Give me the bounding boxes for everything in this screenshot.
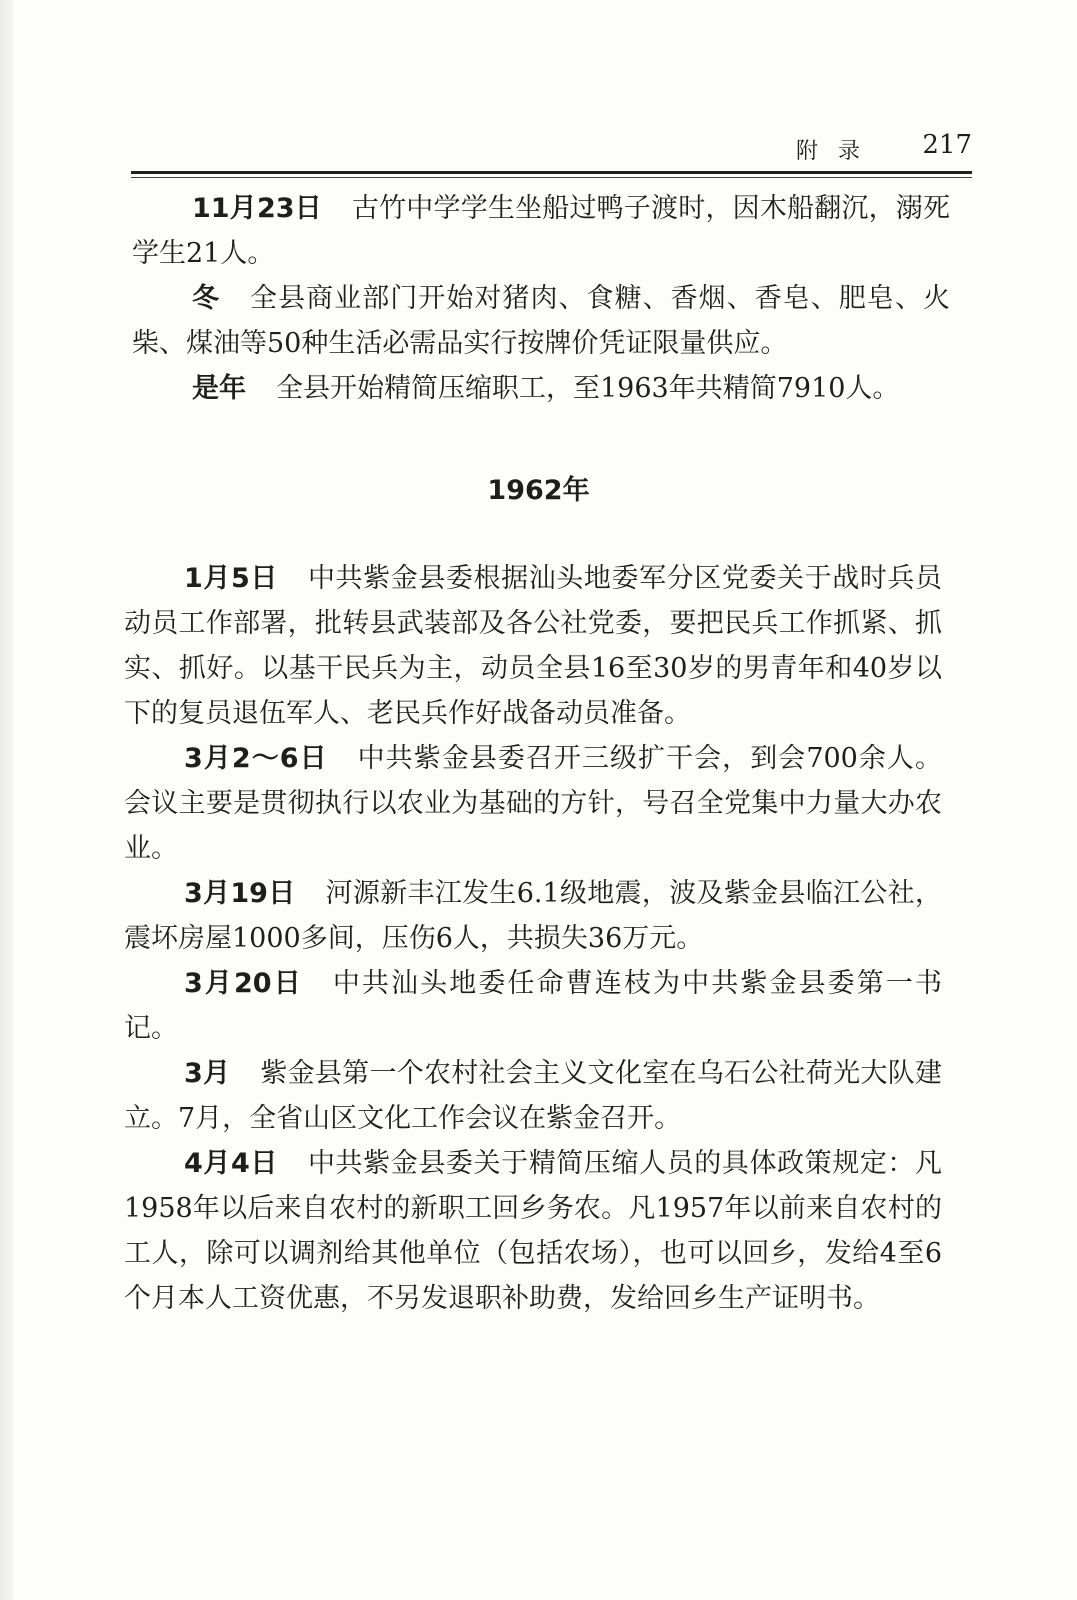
chronicle-entry bbox=[124, 736, 942, 871]
entry-date: 3月2～6日 bbox=[184, 743, 328, 774]
entry-date: 4月4日 bbox=[184, 1148, 278, 1179]
entry-text: 全县开始精简压缩职工，至1963年共精简7910人。 bbox=[276, 373, 900, 404]
entry-text: 中共紫金县委根据汕头地委军分区党委关于战时兵员动员工作部署，批转县武装部及各公社党委，要把民兵工作抓紧、抓实、抓好。以基干民兵为主，动员全县16至30岁的男青年和40岁以下的复员退伍军人、老民兵作好战备动员准备。 bbox=[124, 563, 943, 729]
page-number: 217 bbox=[922, 130, 972, 160]
chronicle-entry bbox=[132, 186, 950, 276]
chronicle-entry bbox=[124, 1141, 942, 1321]
chronicle-entry bbox=[124, 1051, 942, 1141]
header-rule-thick bbox=[131, 171, 972, 174]
chronicle-entry bbox=[132, 366, 950, 411]
section-label: 附录 bbox=[795, 139, 880, 164]
entry-date: 1月5日 bbox=[184, 563, 278, 594]
entry-text: 全县商业部门开始对猪肉、食糖、香烟、香皂、肥皂、火柴、煤油等50种生活必需品实行按牌价凭证限量供应。 bbox=[132, 283, 951, 359]
entry-text: 紫金县第一个农村社会主义文化室在乌石公社荷光大队建立。7月，全省山区文化工作会议在紫金召开。 bbox=[124, 1058, 942, 1134]
entry-date: 3月19日 bbox=[184, 878, 296, 909]
running-head bbox=[130, 128, 972, 168]
entry-text: 古竹中学学生坐船过鸭子渡时，因木船翻沉，溺死学生21人。 bbox=[132, 193, 950, 269]
chronicle-entry bbox=[132, 276, 950, 366]
entry-text: 中共紫金县委关于精简压缩人员的具体政策规定：凡1958年以后来自农村的新职工回乡务农。凡1957年以前来自农村的工人，除可以调剂给其他单位（包括农场），也可以回乡，发给4至6个月本人工资优惠，不另发退职补助费，发给回乡生产证明书。 bbox=[124, 1148, 943, 1314]
entry-text: 中共紫金县委召开三级扩干会，到会700余人。会议主要是贯彻执行以农业为基础的方针，号召全党集中力量大办农业。 bbox=[124, 743, 942, 864]
entries-1962 bbox=[124, 556, 942, 1321]
entry-date: 3月 bbox=[184, 1058, 231, 1089]
entries-1961 bbox=[132, 186, 950, 411]
header-rule-thin bbox=[131, 177, 972, 178]
entry-date: 11月23日 bbox=[192, 193, 322, 224]
entry-date: 3月20日 bbox=[184, 968, 303, 999]
year-heading: 1962年 bbox=[487, 475, 590, 506]
chronicle-entry bbox=[124, 961, 942, 1051]
chronicle-entry bbox=[124, 871, 942, 961]
entry-text: 河源新丰江发生6.1级地震，波及紫金县临江公社，震坏房屋1000多间，压伤6人，共损失36万元。 bbox=[124, 878, 942, 954]
entry-date: 冬 bbox=[192, 283, 221, 314]
entry-text: 中共汕头地委任命曹连枝为中共紫金县委第一书记。 bbox=[124, 968, 942, 1044]
chronicle-entry bbox=[124, 556, 942, 736]
entry-date: 是年 bbox=[192, 373, 246, 404]
page-edge-shadow bbox=[0, 0, 14, 1600]
